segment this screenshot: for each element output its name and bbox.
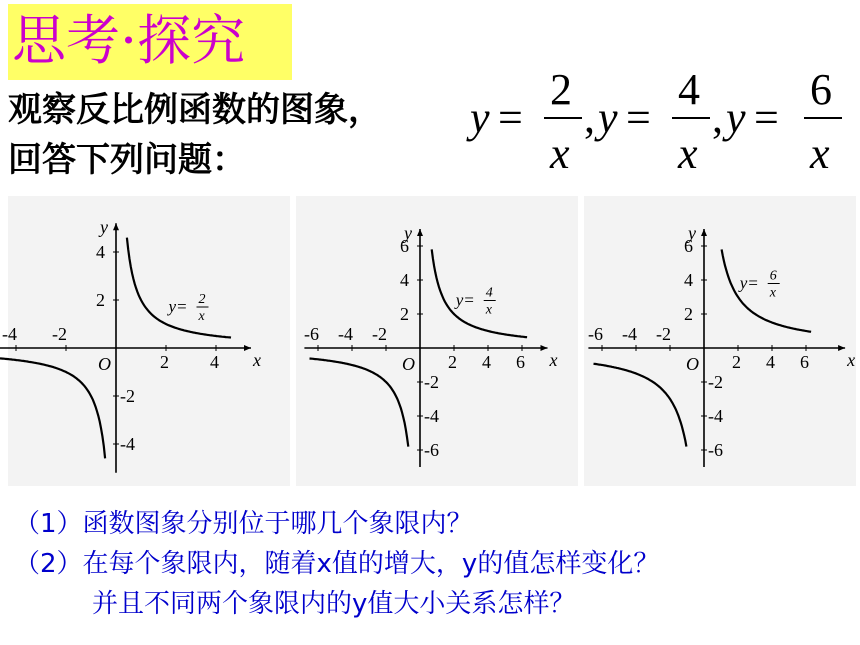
y-axis-arrow bbox=[417, 229, 423, 236]
function-label-numerator: 6 bbox=[769, 268, 777, 284]
curve-branch-q1 bbox=[722, 249, 812, 331]
y-axis-label: y bbox=[688, 223, 696, 243]
y-tick-label: -4 bbox=[424, 406, 439, 426]
formula-2 bbox=[594, 65, 723, 178]
graph-panel-1 bbox=[2, 196, 290, 486]
x-tick-label: -4 bbox=[622, 324, 637, 344]
x-axis-label: x bbox=[253, 350, 261, 370]
formula-1-eq: = bbox=[498, 93, 523, 142]
function-label-denominator: x bbox=[769, 285, 776, 301]
y-tick-label: 2 bbox=[96, 290, 105, 310]
x-tick-label: 6 bbox=[516, 352, 525, 372]
graph-1 bbox=[2, 196, 290, 486]
page-title: 思考·探究 bbox=[12, 9, 246, 72]
x-tick-label: 4 bbox=[210, 352, 219, 372]
x-tick-label: -2 bbox=[656, 324, 671, 344]
x-axis-label: x bbox=[847, 350, 856, 370]
formula-3-y: y bbox=[726, 93, 746, 142]
y-tick-label: 4 bbox=[96, 242, 105, 262]
formula-2-eq: = bbox=[626, 93, 651, 142]
formula-group bbox=[470, 60, 855, 180]
graph-panel-3 bbox=[584, 196, 856, 486]
function-label-denominator: x bbox=[198, 309, 205, 324]
y-axis-arrow bbox=[113, 223, 119, 230]
formula-1-denominator: x bbox=[550, 129, 570, 178]
y-tick-label: 4 bbox=[684, 270, 693, 290]
function-label-denominator: x bbox=[485, 302, 492, 318]
y-tick-label: -2 bbox=[708, 372, 723, 392]
x-tick-label: 4 bbox=[766, 352, 775, 372]
formula-1-sep: , bbox=[584, 93, 595, 142]
y-tick-label: -2 bbox=[120, 386, 135, 406]
x-tick-label: -6 bbox=[588, 324, 603, 344]
question-2: （2）在每个象限内，随着x值的增大，y的值怎样变化？ bbox=[14, 549, 660, 579]
formula-1-y: y bbox=[470, 93, 490, 142]
x-tick-label: 6 bbox=[800, 352, 809, 372]
formula-svg bbox=[470, 60, 855, 180]
y-tick-label: -6 bbox=[708, 440, 723, 460]
x-tick-label: 2 bbox=[160, 352, 169, 372]
question-1: （1）函数图象分别位于哪几个象限内？ bbox=[14, 509, 473, 539]
y-axis-label: y bbox=[100, 217, 108, 238]
x-tick-label: 4 bbox=[482, 352, 491, 372]
x-tick-label: -4 bbox=[2, 324, 17, 344]
function-label-numerator: 4 bbox=[485, 285, 493, 301]
graph-2 bbox=[296, 196, 578, 486]
y-tick-label: -6 bbox=[424, 440, 439, 460]
y-axis-arrow bbox=[701, 229, 707, 236]
intro-line-1: 观察反比例函数的图象， bbox=[8, 90, 382, 130]
origin-label: O bbox=[686, 354, 699, 374]
function-label-y: y= bbox=[455, 290, 475, 310]
formula-3-eq: = bbox=[754, 93, 779, 142]
x-tick-label: 2 bbox=[732, 352, 741, 372]
x-tick-label: -2 bbox=[52, 324, 67, 344]
formula-3 bbox=[722, 65, 842, 178]
x-axis-arrow bbox=[541, 345, 548, 351]
curve-branch-q1 bbox=[432, 249, 527, 337]
function-label-y: y= bbox=[168, 297, 188, 316]
origin-label: O bbox=[98, 354, 111, 374]
function-label-numerator: 2 bbox=[198, 292, 206, 307]
formula-1 bbox=[466, 65, 595, 178]
formula-3-denominator: x bbox=[810, 129, 830, 178]
x-axis-arrow bbox=[244, 345, 251, 351]
formula-2-y: y bbox=[598, 93, 618, 142]
y-tick-label: 2 bbox=[684, 304, 693, 324]
origin-label: O bbox=[402, 354, 415, 374]
formula-2-sep: , bbox=[712, 93, 723, 142]
graph-3 bbox=[584, 196, 856, 486]
formula-3-numerator: 6 bbox=[810, 65, 832, 114]
function-label-y: y= bbox=[739, 273, 759, 293]
curve-branch-q3 bbox=[594, 364, 687, 447]
x-tick-label: 2 bbox=[448, 352, 457, 372]
formula-2-numerator: 4 bbox=[678, 65, 700, 114]
y-axis-label: y bbox=[404, 223, 412, 243]
y-tick-label: -4 bbox=[120, 434, 135, 454]
x-axis-label: x bbox=[549, 350, 558, 370]
graph-panel-2 bbox=[296, 196, 578, 486]
question-2-continued: 并且不同两个象限内的y值大小关系怎样？ bbox=[92, 589, 576, 619]
y-tick-label: -2 bbox=[424, 372, 439, 392]
x-tick-label: -6 bbox=[304, 324, 319, 344]
curve-branch-q3 bbox=[310, 359, 409, 447]
curve-branch-q1 bbox=[127, 238, 231, 338]
curve-branch-q3 bbox=[0, 358, 105, 458]
y-tick-label: -4 bbox=[708, 406, 723, 426]
y-tick-label: 6 bbox=[684, 236, 693, 256]
y-tick-label: 2 bbox=[400, 304, 409, 324]
intro-line-2: 回答下列问题： bbox=[8, 140, 246, 180]
formula-1-numerator: 2 bbox=[550, 65, 572, 114]
x-tick-label: -2 bbox=[372, 324, 387, 344]
y-tick-label: 6 bbox=[400, 236, 409, 256]
formula-2-denominator: x bbox=[678, 129, 698, 178]
x-tick-label: -4 bbox=[338, 324, 353, 344]
x-axis-arrow bbox=[838, 345, 845, 351]
y-tick-label: 4 bbox=[400, 270, 409, 290]
